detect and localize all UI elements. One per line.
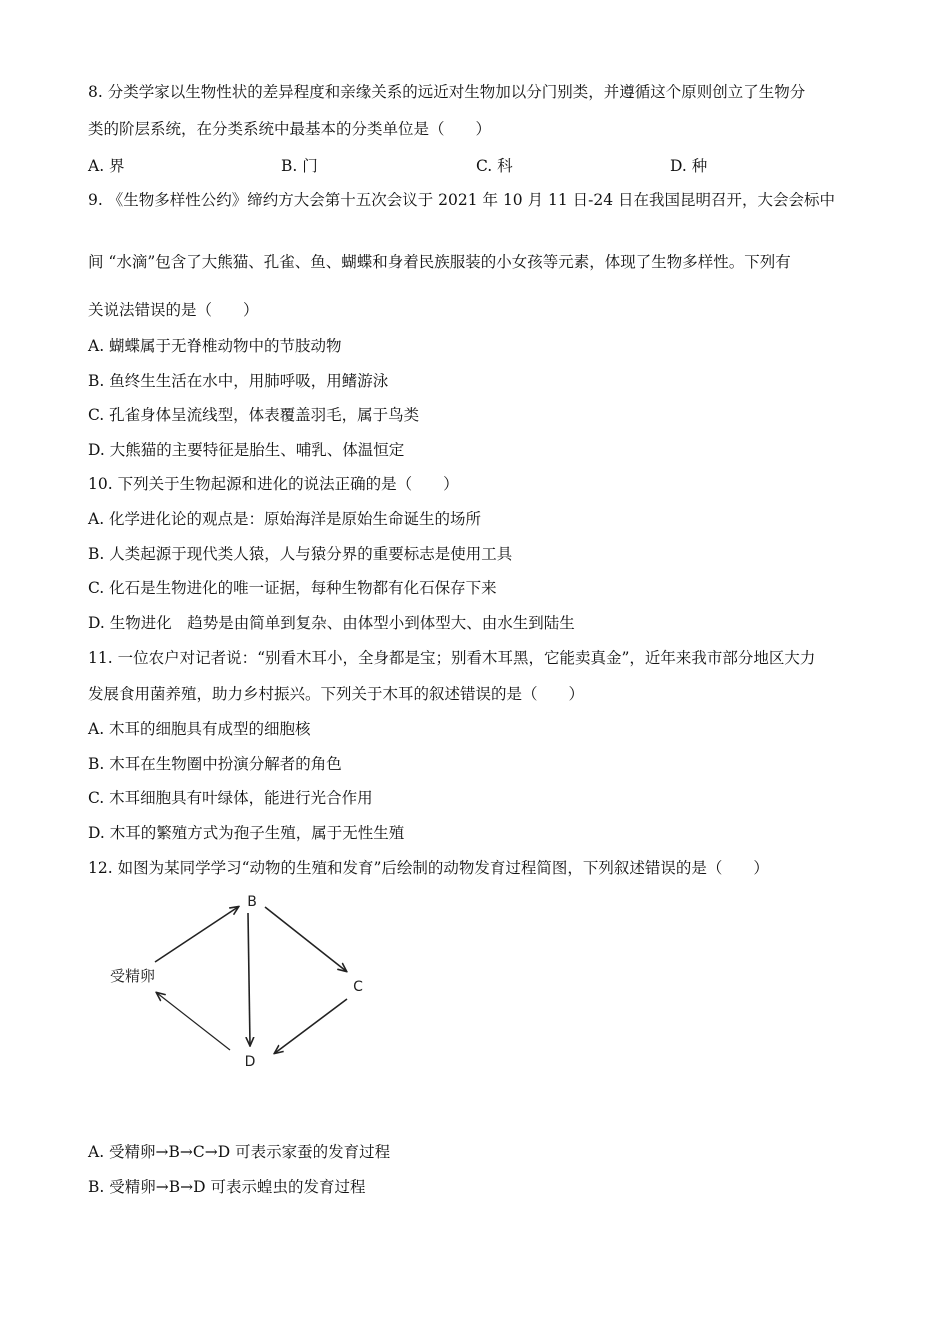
q9-stem-line2: 间 “水滴”包含了大熊猫、孔雀、鱼、蝴蝶和身着民族服装的小女孩等元素，体现了生物多样性。下列有 xyxy=(88,253,791,271)
node-b-label: B xyxy=(247,894,257,910)
q11-stem-line2: 发展食用菌养殖，助力乡村振兴。下列关于木耳的叙述错误的是（ ） xyxy=(88,685,585,703)
q10-option-a: A. 化学进化论的观点是：原始海洋是原始生命诞生的场所 xyxy=(88,510,482,528)
q10-stem: 10. 下列关于生物起源和进化的说法正确的是（ ） xyxy=(88,475,459,493)
q8-option-b: B. 门 xyxy=(281,157,318,175)
q10-option-c: C. 化石是生物进化的唯一证据，每种生物都有化石保存下来 xyxy=(88,579,497,597)
q10-option-b: B. 人类起源于现代类人猿，人与猿分界的重要标志是使用工具 xyxy=(88,545,513,563)
q9-option-c: C. 孔雀身体呈流线型，体表覆盖羽毛，属于鸟类 xyxy=(88,406,420,424)
development-cycle-diagram xyxy=(100,885,390,1075)
q9-option-b: B. 鱼终生生活在水中，用肺呼吸，用鳍游泳 xyxy=(88,372,389,390)
arrow-d-to-egg xyxy=(157,993,230,1050)
q9-stem-line3: 关说法错误的是（ ） xyxy=(88,301,259,319)
q8-option-c: C. 科 xyxy=(476,157,513,175)
q11-option-a: A. 木耳的细胞具有成型的细胞核 xyxy=(88,720,311,738)
q11-option-c: C. 木耳细胞具有叶绿体，能进行光合作用 xyxy=(88,789,373,807)
q8-stem-line1: 8. 分类学家以生物性状的差异程度和亲缘关系的远近对生物加以分门别类，并遵循这个原则创立了生物分 xyxy=(88,83,806,101)
arrow-egg-to-b xyxy=(155,907,238,962)
q8-option-d: D. 种 xyxy=(670,157,708,175)
q12-option-b: B. 受精卵→B→D 可表示蝗虫的发育过程 xyxy=(88,1178,366,1196)
q8-options xyxy=(88,154,868,176)
arrow-b-to-c xyxy=(265,907,346,971)
node-d-label: D xyxy=(244,1054,256,1070)
q11-option-b: B. 木耳在生物圈中扮演分解者的角色 xyxy=(88,755,342,773)
q8-option-a: A. 界 xyxy=(88,157,125,175)
q9-option-a: A. 蝴蝶属于无脊椎动物中的节肢动物 xyxy=(88,337,342,355)
q12-stem: 12. 如图为某同学学习“动物的生殖和发育”后绘制的动物发育过程简图，下列叙述错误的是（ ） xyxy=(88,859,769,877)
node-c-label: C xyxy=(353,979,363,995)
q10-option-d: D. 生物进化 趋势是由简单到复杂、由体型小到体型大、由水生到陆生 xyxy=(88,614,575,632)
q12-option-a: A. 受精卵→B→C→D 可表示家蚕的发育过程 xyxy=(88,1143,391,1161)
q9-option-d: D. 大熊猫的主要特征是胎生、哺乳、体温恒定 xyxy=(88,441,405,459)
q11-option-d: D. 木耳的繁殖方式为孢子生殖，属于无性生殖 xyxy=(88,824,405,842)
q9-stem-line1: 9. 《生物多样性公约》缔约方大会第十五次会议于 2021 年 10 月 11 日-24 日在我国昆明召开，大会会标中 xyxy=(88,191,836,209)
q8-stem-line2: 类的阶层系统，在分类系统中最基本的分类单位是（ ） xyxy=(88,120,492,138)
node-egg-label: 受精卵 xyxy=(110,967,156,985)
q11-stem-line1: 11. 一位农户对记者说：“别看木耳小，全身都是宝；别看木耳黑，它能卖真金”，近年来我市部分地区大力 xyxy=(88,649,816,667)
arrow-b-to-d xyxy=(248,913,250,1045)
arrow-c-to-d xyxy=(275,999,347,1053)
